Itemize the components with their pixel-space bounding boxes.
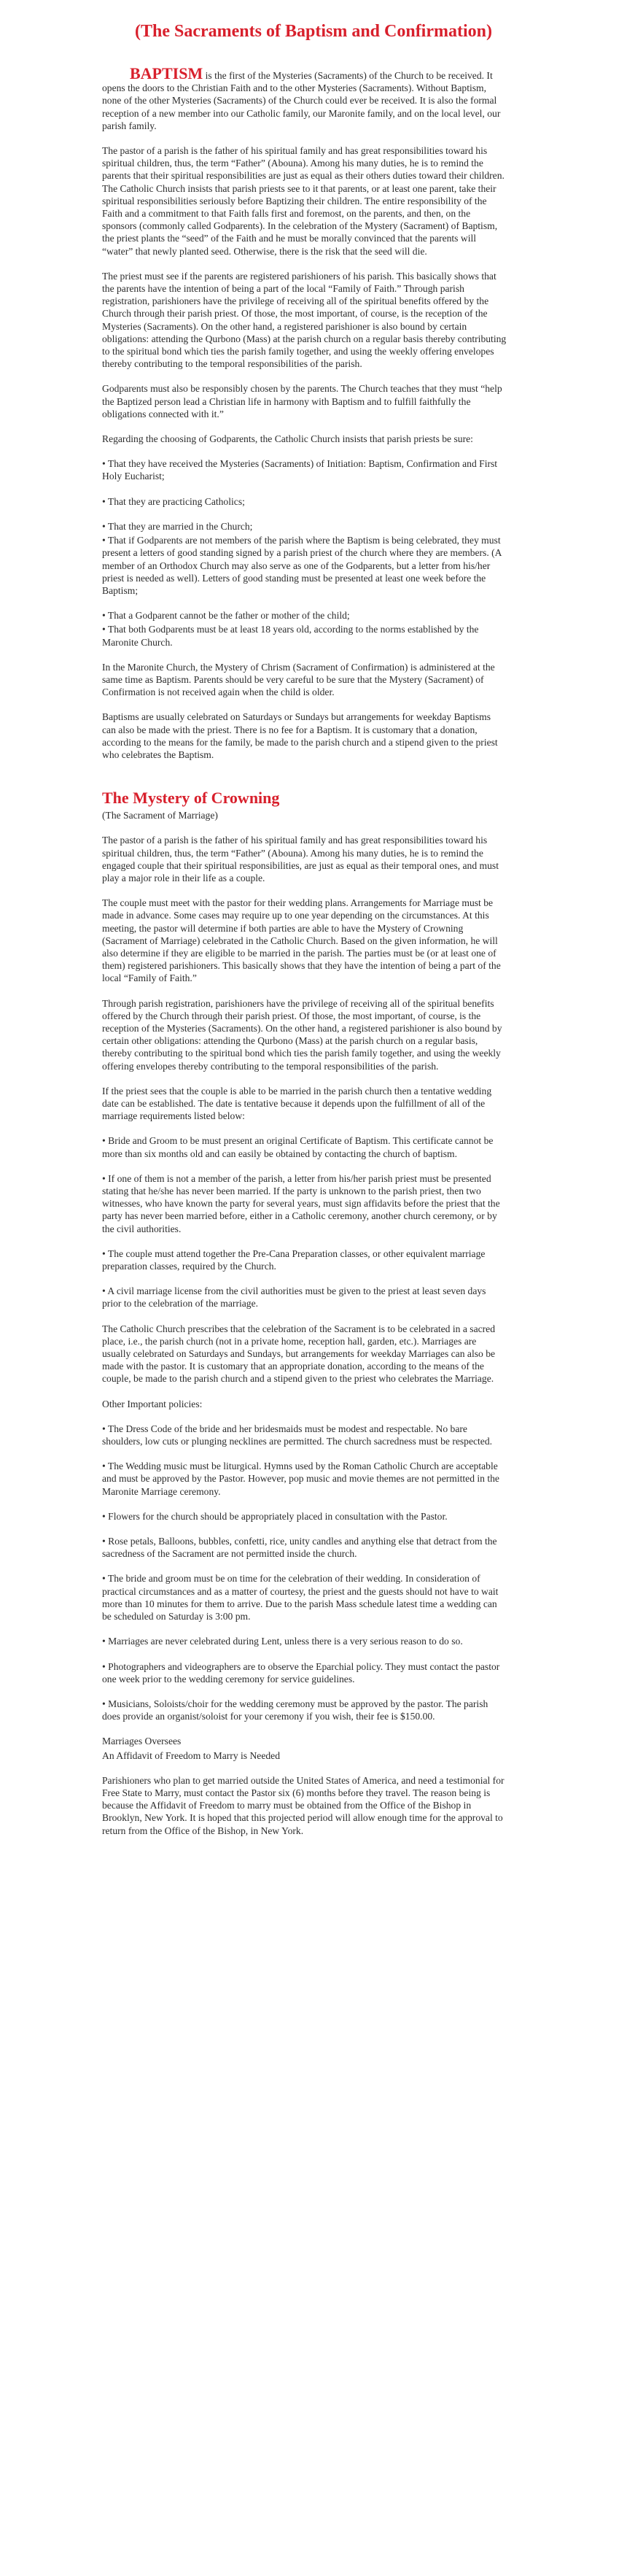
baptism-paragraph-pastor: The pastor of a parish is the father of his spiritual family and has great responsibilities toward his spiritual children, thus, the term “Father” (Abouna). Among his many duties, he is to remind the parents that their spiritual responsibilities are just as equal as their others duties toward their children. The Catholic Church insists that parish priests see to it that parents, or at least one parent, take their spiritual responsibilities seriously before Baptizing their children. The entire responsibility of the Faith and a commitment to that Faith falls first and foremost, on the parents, and then, on the sponsors (commonly called Godparents). In the celebration of the Mystery (Sacrament) of Baptism, the priest plants the “seed” of the Faith and he must be morally convinced that the parents will “water” that newly planted seed. Otherwise, there is the risk that the seed will die. [102,145,505,257]
godparent-requirement-not-parent: • That a Godparent cannot be the father or mother of the child; [102,610,350,622]
content-column [102,64,507,1849]
baptism-lead-word: BAPTISM [130,64,203,82]
baptism-intro-paragraph [102,64,507,132]
policy-rose-petals: • Rose petals, Balloons, bubbles, confetti, rice, unity candles and anything else that detract from the sacredness of the Sacrament are not permitted inside the church. [102,1536,497,1560]
marriage-paragraph-registration: Through parish registration, parishioners have the privilege of receiving all of the spiritual benefits offered by the Church through their parish priest. Of those, the most important, of course, is the reception of the Mysteries (Sacraments). On the other hand, a registered parishioner is also bound by certain other obligations: attending the Qurbono (Mass) at the parish church on a regular basis, thereby contributing to the spiritual bond which ties the parish family together, and using the weekly offering envelopes thereby contributing to the temporal responsibilities of the parish. [102,997,502,1072]
godparent-requirement-married: • That they are married in the Church; [102,520,253,532]
policy-photographers: • Photographers and videographers are to observe the Eparchial policy. They must contact the pastor one week prior to the wedding ceremony for service guidelines. [102,1660,500,1685]
policy-dress-code: • The Dress Code of the bride and her bridesmaids must be modest and respectable. No bare shoulders, low cuts or plunging necklines are permitted. The church sacredness must be respected. [102,1423,493,1447]
marriage-section-title: The Mystery of Crowning [102,789,280,808]
marriage-paragraph-meeting: The couple must meet with the pastor for their wedding plans. Arrangements for Marriage must be made in advance. Some cases may require up to one year depending on the circumstances. At this meeting, the pastor will determine if both parties are able to have the Mystery of Crowning (Sacrament of Marriage) celebrated in the Catholic Church. Based on the given information, he will also determine if they are eligible to be married in the parish. The parties must be (or at least one of them) registered parishioners. This basically shows that they have the intention of being a part of the local “Family of Faith.” [102,897,501,984]
marriage-paragraph-sacred-place: The Catholic Church prescribes that the celebration of the Sacrament is to be celebrated in a sacred place, i.e., the parish church (not in a private home, reception hall, garden, etc.). Marriages are usually celebrated on Saturdays and Sundays, but arrangements for weekday Marriages can also be made with the pastor. It is customary that an appropriate donation, according to the means of the couple, be made to the parish church and a stipend given to the priest who celebrates the Marriage. [102,1323,496,1385]
policy-musicians: • Musicians, Soloists/choir for the wedding ceremony must be approved by the pastor. The parish does provide an organist/soloist for your ceremony if you wish, their fee is $150.00. [102,1698,488,1722]
marriage-paragraph-other-policies: Other Important policies: [102,1398,203,1409]
policy-wedding-music: • The Wedding music must be liturgical. Hymns used by the Roman Catholic Church are acceptable and must be approved by the Pastor. However, pop music and movie themes are not permitted in the Maronite Marriage ceremony. [102,1461,499,1497]
policy-flowers: • Flowers for the church should be appropriately placed in consultation with the Pastor. [102,1510,448,1522]
godparent-requirement-initiation: • That they have received the Mysteries (Sacraments) of Initiation: Baptism, Confirmation and First Holy Eucharist; [102,458,498,482]
overseas-title: Marriages Oversees [102,1736,182,1747]
baptism-paragraph-registration: The priest must see if the parents are registered parishioners of his parish. This basically shows that the parents have the intention of being a part of the local “Family of Faith.” Through parish registration, parishioners have the privilege of receiving all of the spiritual benefits offered by the Church through their parish priest. Of those, the most important, of course, is the reception of the Mysteries (Sacraments). On the other hand, a registered parishioner is also bound by certain obligations: attending the Qurbono (Mass) at the parish church on a regular basis thereby contributing to the spiritual bond which ties the parish family together, and using the weekly offering envelopes thereby contributing to the temporal responsibilities of the parish. [102,270,507,370]
policy-punctuality: • The bride and groom must be on time for the celebration of their wedding. In consideration of practical circumstances and as a matter of courtesy, the priest and the guests should not have to wait more than 10 minutes for them to arrive. Due to the parish Mass schedule latest time a wedding can be scheduled on Saturday is 3:00 pm. [102,1573,499,1622]
marriage-requirement-civil-license: • A civil marriage license from the civil authorities must be given to the priest at least seven days prior to the celebration of the marriage. [102,1285,486,1310]
overseas-paragraph: Parishioners who plan to get married outside the United States of America, and need a testimonial for Free State to Marry, must contact the Pastor six (6) months before they travel. The reason being is because the Affidavit of Freedom to marry must be obtained from the Office of the Bishop in Brooklyn, New York. It is hoped that this projected period will allow enough time for the approval to return from the Office of the Bishop, in New York. [102,1774,505,1836]
marriage-requirement-pre-cana: • The couple must attend together the Pre-Cana Preparation classes, or other equivalent marriage preparation classes, required by the Church. [102,1248,486,1272]
baptism-paragraph-godparents: Godparents must also be responsibly chosen by the parents. The Church teaches that they must “help the Baptized person lead a Christian life in harmony with Baptism and to fulfill faithfully the obligations connected with it.” [102,383,502,419]
marriage-requirement-freedom-letter: • If one of them is not a member of the parish, a letter from his/her parish priest must be presented stating that he/she has never been married. If the party is unknown to the parish priest, then two witnesses, who have known the party for several years, must sign affidavits before the priest that the party has never been married before, either in a Catholic ceremony, another church ceremony, or by the civil authorities. [102,1172,500,1234]
godparent-requirement-age: • That both Godparents must be at least 18 years old, according to the norms established by the Maronite Church. [102,624,479,648]
overseas-subtitle: An Affidavit of Freedom to Marry is Needed [102,1749,281,1761]
marriage-paragraph-date: If the priest sees that the couple is able to be married in the parish church then a tentative wedding date can be established. The date is tentative because it depends upon the fulfillment of all of the marriage requirements listed below: [102,1085,492,1122]
marriage-requirement-baptism-certificate: • Bride and Groom to be must present an original Certificate of Baptism. This certificate cannot be more than six months old and can easily be obtained by contacting the church of baptism. [102,1135,494,1159]
policy-lent: • Marriages are never celebrated during Lent, unless there is a very serious reason to do so. [102,1636,463,1647]
godparent-requirement-practicing: • That they are practicing Catholics; [102,495,245,507]
baptism-paragraph-chrism: In the Maronite Church, the Mystery of Chrism (Sacrament of Confirmation) is administered at the same time as Baptism. Parents should be very careful to be sure that the Mystery (Sacrament) of Confirmation is not received again when the child is older. [102,661,495,698]
baptism-paragraph-schedule: Baptisms are usually celebrated on Saturdays or Sundays but arrangements for weekday Baptisms can also be made with the priest. There is no fee for a Baptism. It is customary that a donation, according to the means for the family, be made to the parish church and a stipend given to the priest who celebrates the Baptism. [102,711,498,760]
baptism-paragraph-choosing: Regarding the choosing of Godparents, the Catholic Church insists that parish priests be sure: [102,433,473,445]
marriage-section-subtitle: (The Sacrament of Marriage) [102,810,218,821]
baptism-intro-text: is the first of the Mysteries (Sacraments) of the Church to be received. It opens the doors to the Christian Faith and to the other Mysteries (Sacraments). Without Baptism, none of the other Mysteries (Sacraments) of the Church could ever be received. It is also the formal reception of a new member into our Catholic family, our Maronite family, and on the local level, our parish family. [102,70,501,131]
page-title: (The Sacraments of Baptism and Confirmation) [135,22,492,41]
godparent-requirement-letter: • That if Godparents are not members of the parish where the Baptism is being celebrated, they must present a letters of good standing signed by a parish priest of the church where they are members. (A member of an Orthodox Church may also serve as one of the Godparents, but a letter from his/her priest is needed as well). Letters of good standing must be presented at least one week before the Baptism; [102,535,502,596]
marriage-paragraph-pastor: The pastor of a parish is the father of his spiritual family and has great responsibilities toward his spiritual children, thus, the term “Father” (Abouna). Among his many duties, he is to remind the engaged couple that their spiritual responsibilities, are just as equal as their temporal ones, and must play a major role in their life as a couple. [102,835,499,883]
